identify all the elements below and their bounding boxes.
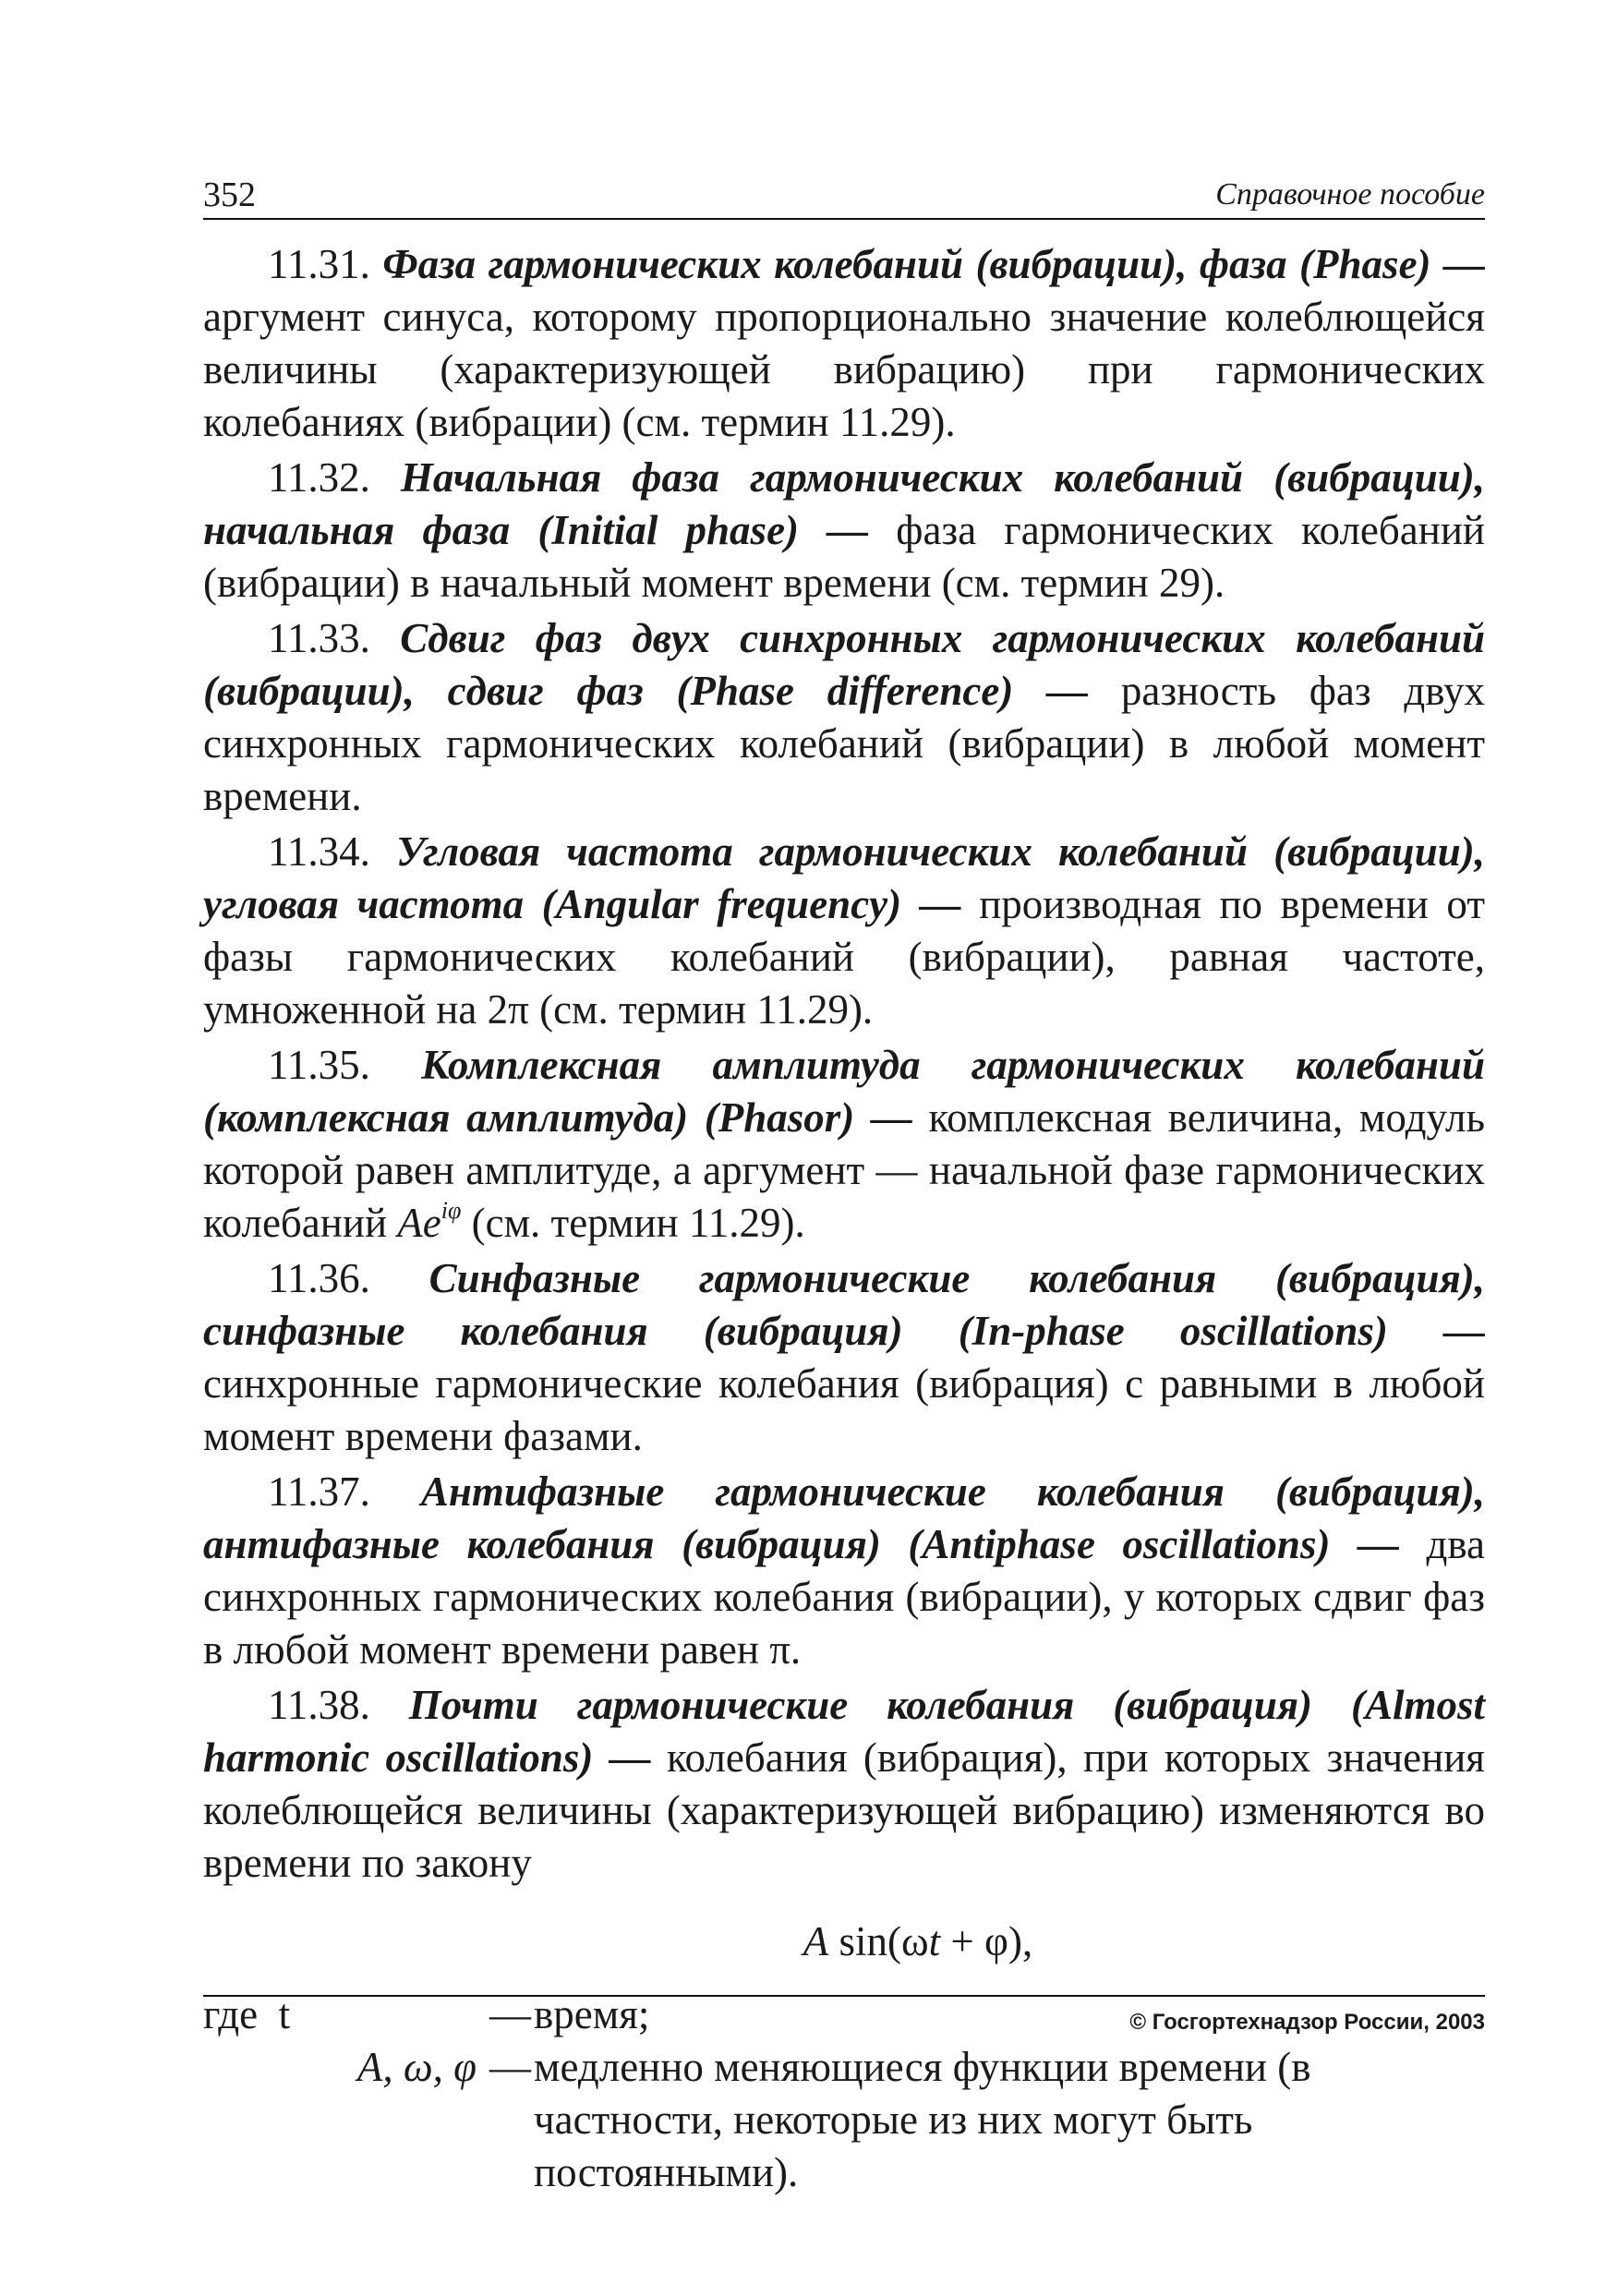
formula-end: + φ),	[940, 1918, 1033, 1964]
term-number: 11.33.	[268, 615, 370, 661]
where-symbol: где t	[203, 1991, 291, 2037]
where-symbol: A, ω, φ	[356, 2044, 477, 2090]
copyright-notice: © Госгортехнадзор России, 2003	[1129, 2010, 1485, 2035]
where-description: время;	[534, 1991, 650, 2037]
term-number: 11.36.	[268, 1255, 370, 1301]
term-title: Антифазные гармонические колебания (вибрация), антифазные колебания (вибрация) (Antiphase oscillations) —	[203, 1468, 1485, 1567]
where-description: медленно меняющиеся функции времени (в частности, некоторые из них могут быть постоянными).	[534, 2044, 1311, 2195]
formula-amplitude: A	[802, 1918, 829, 1964]
term-number: 11.37.	[268, 1468, 370, 1515]
display-formula	[203, 1915, 1485, 1968]
term-number: 11.32.	[268, 454, 370, 501]
term-title: Фаза гармонических колебаний (вибрации), фаза (Phase) —	[382, 241, 1485, 287]
where-row	[203, 2041, 1485, 2199]
term-title: Синфазные гармонические колебания (вибрация), синфазные колебания (вибрация) (In-phase oscillations) —	[203, 1255, 1485, 1354]
term-entry	[203, 452, 1485, 610]
term-definition: два синхронных гармонических колебания (вибрации), у которых сдвиг фаз в любой момент времени равен π.	[203, 1521, 1485, 1673]
term-definition: аргумент синуса, которому пропорционально значение колеблющейся величины (характеризующей вибрацию) при гармонических колебаниях (вибрации) (см. термин 11.29).	[203, 294, 1485, 445]
term-definition-end: (см. термин 11.29).	[461, 1200, 805, 1246]
term-definition: разность фаз двух синхронных гармонических колебаний (вибрации) в любой момент времени.	[203, 668, 1486, 819]
term-title: Сдвиг фаз двух синхронных гармонических колебаний (вибрации), сдвиг фаз (Phase difference) —	[203, 615, 1486, 714]
footer-divider	[203, 1995, 1485, 1997]
term-definition: производная по времени от фазы гармонических колебаний (вибрации), равная частоте, умноженной на 2π (см. термин 11.29).	[203, 881, 1485, 1033]
term-entry	[203, 612, 1485, 823]
term-number: 11.34.	[268, 828, 370, 875]
term-definition: колебания (вибрация), при которых значения колеблющейся величины (характеризующей вибрацию) изменяются во времени по закону	[203, 1734, 1485, 1886]
inline-formula-exponent: iφ	[440, 1197, 462, 1224]
term-title: Начальная фаза гармонических колебаний (вибрации), начальная фаза (Initial phase) —	[203, 454, 1486, 553]
page-header	[203, 172, 1485, 220]
term-definition: комплексная величина, модуль которой равен амплитуде, а аргумент — начальной фазе гармонических колебаний	[203, 1094, 1485, 1246]
term-number: 11.38.	[268, 1682, 370, 1728]
document-body	[203, 238, 1485, 2199]
term-entry	[203, 238, 1485, 449]
term-entry	[203, 1039, 1485, 1250]
formula-time: t	[928, 1918, 941, 1964]
inline-formula-base: Ae	[397, 1200, 441, 1246]
term-title: Комплексная амплитуда гармонических колебаний (комплексная амплитуда) (Phasor) —	[203, 1042, 1485, 1141]
term-entry	[203, 1679, 1485, 1890]
term-entry	[203, 1466, 1485, 1676]
term-entry	[203, 1252, 1485, 1463]
term-definition: фаза гармонических колебаний (вибрации) в начальный момент времени (см. термин 29).	[203, 507, 1485, 606]
page-number: 352	[203, 175, 256, 214]
term-number: 11.35.	[268, 1042, 370, 1088]
formula-sin: sin(ω	[828, 1918, 929, 1964]
term-number: 11.31.	[268, 241, 370, 287]
term-entry	[203, 826, 1485, 1036]
where-dash: —	[489, 2044, 531, 2090]
term-title: Угловая частота гармонических колебаний (вибрации), угловая частота (Angular frequency) —	[203, 828, 1486, 927]
term-definition: синхронные гармонические колебания (вибрация) с равными в любой момент времени фазами.	[203, 1360, 1485, 1459]
running-title: Справочное пособие	[1215, 177, 1485, 211]
where-dash: —	[489, 1991, 531, 2037]
term-title: Почти гармонические колебания (вибрация) (Almost harmonic oscillations) —	[203, 1682, 1485, 1781]
